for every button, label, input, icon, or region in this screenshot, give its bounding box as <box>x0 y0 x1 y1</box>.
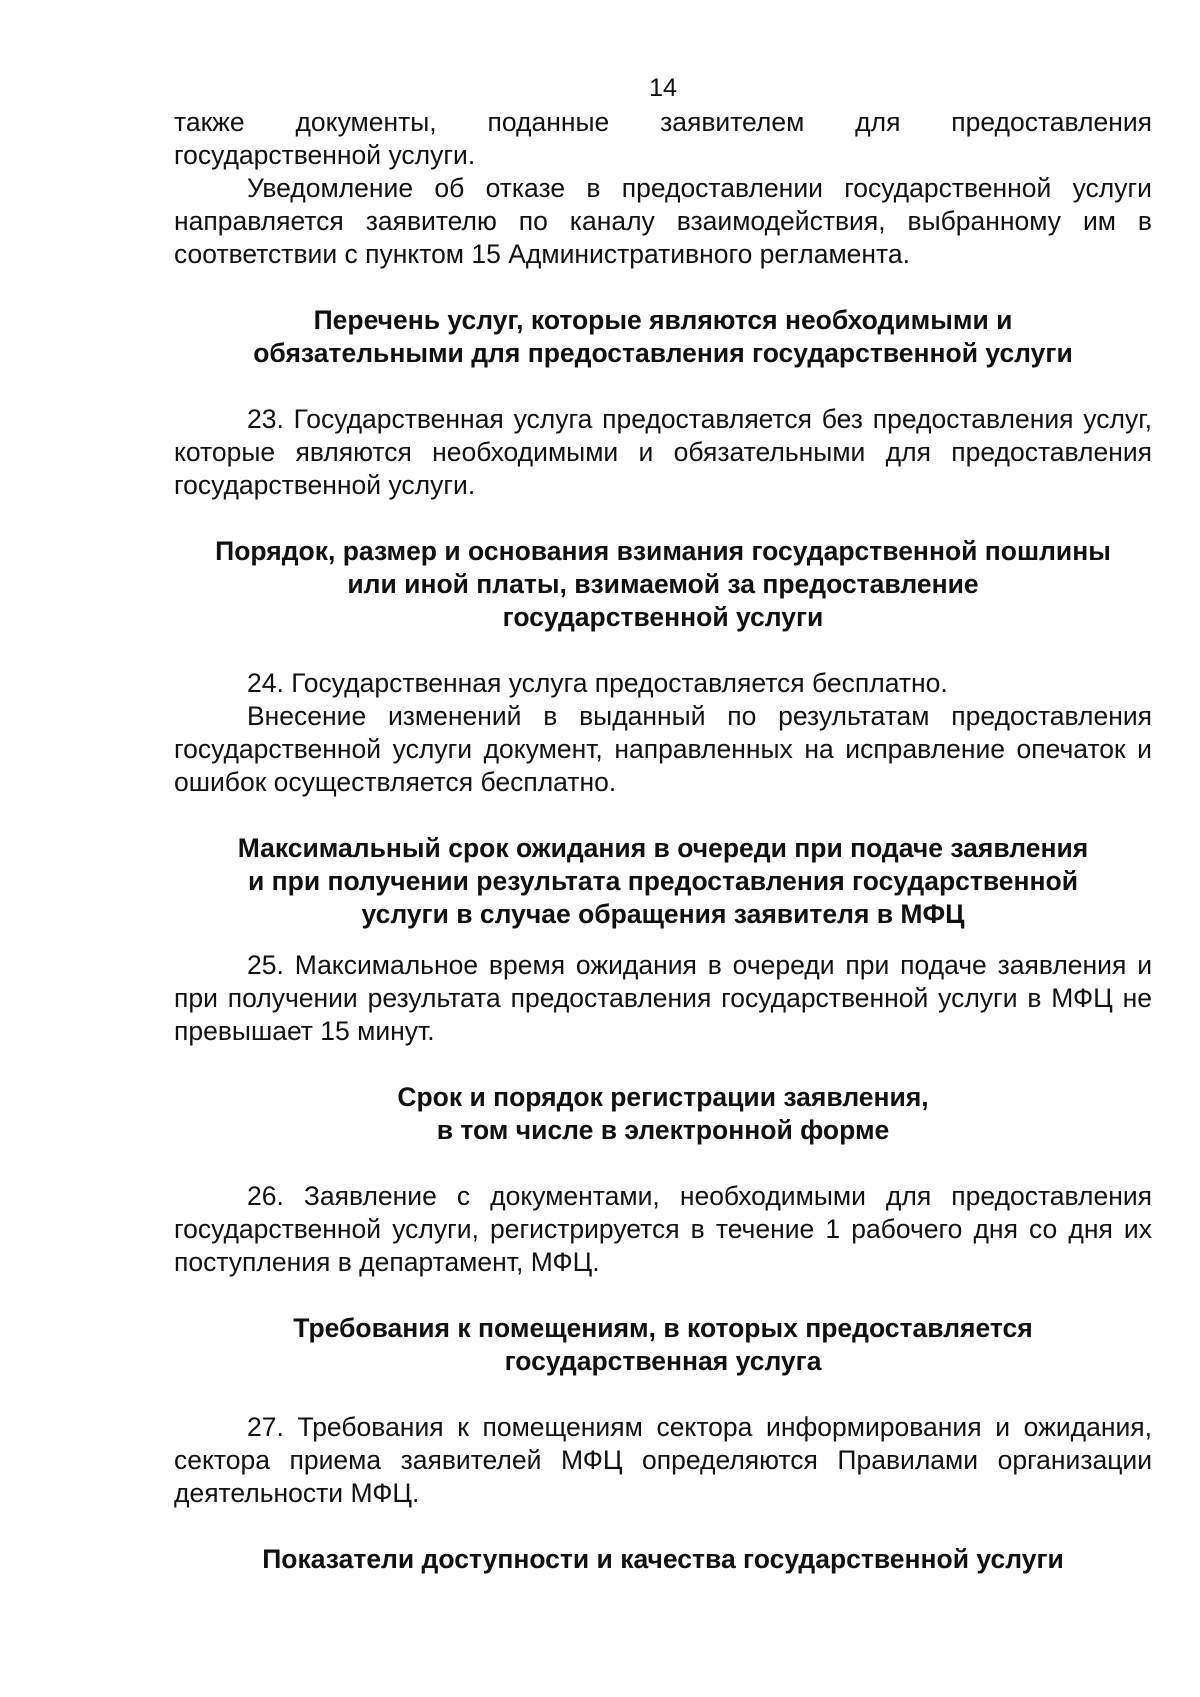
section-heading-premises <box>174 1312 1152 1378</box>
heading-line: Срок и порядок регистрации заявления, <box>397 1082 929 1112</box>
heading-line: или иной платы, взимаемой за предоставление <box>347 569 979 599</box>
section-heading-queue-time <box>174 832 1152 931</box>
heading-line: услуги в случае обращения заявителя в МФЦ <box>361 899 965 929</box>
paragraph-continuation-end <box>174 139 1152 172</box>
heading-line: Порядок, размер и основания взимания государственной пошлины <box>215 536 1111 566</box>
paragraph-24: 24. Государственная услуга предоставляется бесплатно. <box>247 668 948 698</box>
spacer <box>174 931 1152 949</box>
spacer <box>174 1048 1152 1081</box>
heading-line: Перечень услуг, которые являются необходимыми и <box>313 305 1013 335</box>
page-number: 14 <box>649 74 677 102</box>
heading-line: и при получении результата предоставления государственной <box>247 866 1079 896</box>
heading-line: государственной услуги <box>502 602 824 632</box>
document-page <box>174 0 1152 1576</box>
spacer <box>174 1147 1152 1180</box>
paragraph-continuation <box>174 106 1152 139</box>
section-heading-fees <box>174 535 1152 634</box>
paragraph-25: 25. Максимальное время ожидания в очереди при подаче заявления и при получении результата предоставления государственной услуги в МФЦ не превышает 15 минут. <box>174 950 1152 1046</box>
spacer <box>174 370 1152 403</box>
paragraph-line: государственной услуги. <box>174 140 476 170</box>
heading-line: Показатели доступности и качества государственной услуги <box>262 1544 1064 1574</box>
spacer <box>174 799 1152 832</box>
spacer <box>174 502 1152 535</box>
paragraph-corrections: Внесение изменений в выданный по результатам предоставления государственной услуги документ, направленных на исправление опечаток и ошибок осуществляется бесплатно. <box>174 701 1152 797</box>
section-heading-registration <box>174 1081 1152 1147</box>
spacer <box>174 271 1152 304</box>
heading-line: обязательными для предоставления государственной услуги <box>253 338 1073 368</box>
heading-line: государственная услуга <box>504 1346 822 1376</box>
section-heading-required-services <box>174 304 1152 370</box>
paragraph-line: также документы, поданные заявителем для предоставления <box>174 107 1152 137</box>
paragraph-27: 27. Требования к помещениям сектора информирования и ожидания, сектора приема заявителей МФЦ определяются Правилами организации деятельности МФЦ. <box>174 1412 1152 1508</box>
paragraph-26: 26. Заявление с документами, необходимыми для предоставления государственной услуги, регистрируется в течение 1 рабочего дня со дня их поступления в департамент, МФЦ. <box>174 1181 1152 1277</box>
paragraph-refusal-notice: Уведомление об отказе в предоставлении государственной услуги направляется заявителю по каналу взаимодействия, выбранному им в соответствии с пунктом 15 Административного регламента. <box>174 173 1152 269</box>
spacer <box>174 1510 1152 1543</box>
spacer <box>174 1378 1152 1411</box>
heading-line: в том числе в электронной форме <box>436 1115 890 1145</box>
heading-line: Требования к помещениям, в которых предоставляется <box>293 1313 1033 1343</box>
paragraph-23: 23. Государственная услуга предоставляется без предоставления услуг, которые являются необходимыми и обязательными для предоставления государственной услуги. <box>174 404 1152 500</box>
spacer <box>174 634 1152 667</box>
spacer <box>174 1279 1152 1312</box>
section-heading-quality <box>174 1543 1152 1576</box>
heading-line: Максимальный срок ожидания в очереди при подаче заявления <box>237 833 1089 863</box>
